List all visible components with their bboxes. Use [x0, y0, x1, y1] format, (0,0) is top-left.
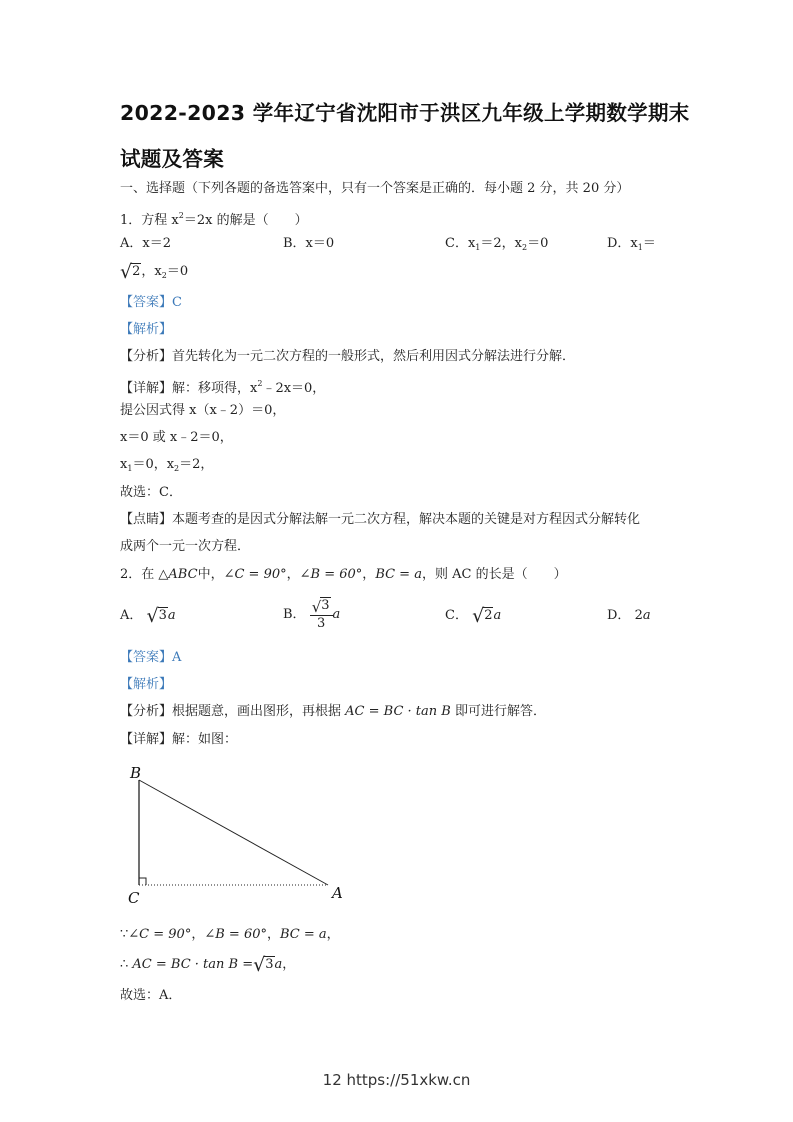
q1-stem-exponent: 2	[178, 211, 184, 220]
q1-stem-text: 1．方程 x	[120, 213, 179, 228]
q1-option-d-part2: ＝	[642, 236, 656, 251]
q2-stem-zhong: 中，	[197, 567, 224, 582]
q1-option-c	[445, 236, 548, 256]
q2-fenxi	[120, 704, 546, 720]
q2-because-b: ∠B = 60°	[204, 927, 267, 942]
page-footer: 12 https://51xkw.cn	[322, 1071, 471, 1089]
q2-answer: 【答案】A	[120, 650, 182, 665]
q2-stem-text: 2．在	[120, 567, 155, 582]
q2-because	[120, 927, 340, 943]
q1-option-d-part1: D．x	[607, 236, 638, 251]
q1-step3-part1: x	[120, 457, 128, 472]
q1-fenxi: 【分析】首先转化为一元二次方程的一般形式，然后利用因式分解法进行分解．	[120, 349, 576, 364]
q2-option-b-fraction	[310, 598, 333, 632]
sqrt-symbol: √2	[472, 605, 493, 627]
sqrt-symbol: √3	[146, 605, 167, 627]
q2-option-d-value: 2	[634, 608, 643, 623]
q2-triangle: △ABC	[158, 567, 198, 582]
q2-option-d-label: D．	[607, 608, 631, 623]
q1-option-c-sub1: 1	[475, 243, 481, 252]
fraction-denominator: 3	[316, 616, 326, 631]
section-heading: 一、选择题（下列各题的备选答案中，只有一个答案是正确的．每小题 2 分，共 20 分）	[120, 181, 630, 196]
q2-because-end: ，	[326, 927, 340, 942]
sqrt-radicand: 2	[132, 264, 141, 279]
q1-option-c-part3: ＝0	[527, 236, 549, 251]
q2-choose: 故选：A．	[120, 988, 182, 1003]
sqrt-radicand: 2	[484, 608, 493, 623]
q2-because-sep2: ，	[267, 927, 281, 942]
triangle-figure	[120, 760, 360, 910]
because-symbol: ∵	[120, 927, 129, 942]
q2-sep2: ，	[362, 567, 376, 582]
q1-option-c-part2: ＝2，x	[480, 236, 522, 251]
q2-fenxi-text-end: 即可进行解答．	[454, 704, 546, 719]
sqrt-symbol: √2	[120, 261, 141, 283]
q2-detail: 【详解】解：如图：	[120, 732, 238, 747]
vertex-label-c: C	[128, 889, 140, 907]
q2-option-b-label: B．	[283, 607, 306, 622]
q2-condition-bc: BC = a	[375, 567, 422, 582]
q2-therefore	[120, 954, 296, 976]
q1-option-d	[607, 236, 656, 256]
q1-choose: 故选：C．	[120, 485, 182, 500]
right-angle-mark	[139, 878, 146, 885]
q1-option-d-part4: ＝0	[166, 264, 189, 279]
q1-option-c-part1: C．x	[445, 236, 476, 251]
q2-stem-end: ，则 AC 的长是（ ）	[421, 567, 567, 582]
vertex-label-a: A	[332, 884, 343, 902]
q1-option-d-cont	[120, 261, 189, 284]
q1-step3-sub2: 2	[174, 464, 180, 473]
q2-option-d-var: a	[642, 608, 651, 623]
sqrt-radicand: 3	[158, 608, 167, 623]
page-title-line2: 试题及答案	[120, 147, 224, 171]
q1-detail-text-end: ﹣2x＝0，	[262, 381, 326, 396]
q2-therefore-end: ，	[282, 957, 296, 972]
q1-option-d-sub2: 2	[161, 271, 167, 280]
therefore-symbol: ∴	[120, 957, 129, 972]
q2-option-d	[607, 608, 651, 624]
q2-option-b	[283, 598, 340, 632]
q1-stem-text-end: ＝2x 的解是（ ）	[183, 213, 308, 228]
q1-detail	[120, 376, 325, 397]
q2-condition-b: ∠B = 60°	[299, 567, 363, 582]
page-title: 2022-2023 学年辽宁省沈阳市于洪区九年级上学期数学期末	[120, 101, 690, 125]
q2-because-c: ∠C = 90°	[128, 927, 192, 942]
vertex-label-b: B	[130, 764, 142, 782]
q1-option-a: A．x＝2	[120, 236, 171, 251]
q2-option-c	[445, 605, 502, 627]
q1-option-c-sub2: 2	[521, 243, 528, 252]
q2-stem	[120, 567, 567, 583]
q1-detail-exponent: 2	[257, 379, 263, 388]
side-ab	[139, 780, 328, 885]
q2-option-b-var: a	[332, 607, 341, 622]
q1-answer: 【答案】C	[120, 295, 182, 310]
q2-fenxi-text: 【分析】根据题意，画出图形，再根据	[120, 704, 342, 719]
q2-analysis-label: 【解析】	[120, 677, 173, 692]
q2-option-a-var: a	[167, 608, 176, 623]
q1-stem	[120, 208, 308, 229]
q2-option-a	[120, 605, 176, 627]
q1-step3	[120, 457, 213, 477]
sqrt-symbol: √3	[253, 954, 274, 976]
q2-therefore-formula: AC = BC · tan B =	[132, 957, 254, 972]
q1-step2: x＝0 或 x﹣2＝0，	[120, 430, 233, 445]
q2-therefore-var: a	[274, 957, 283, 972]
q1-option-d-sub1: 1	[637, 243, 643, 252]
q1-step3-part3: ＝2，	[179, 457, 214, 472]
sqrt-radicand: 3	[265, 957, 274, 972]
q2-sep1: ，	[286, 567, 300, 582]
q1-dianjing-line2: 成两个一元一次方程．	[120, 539, 251, 554]
q1-analysis-label: 【解析】	[120, 322, 173, 337]
q1-step1: 提公因式得 x（x﹣2）＝0，	[120, 403, 286, 418]
q1-step3-sub1: 1	[127, 464, 133, 473]
q2-because-bc: BC = a	[280, 927, 327, 942]
q2-condition-c: ∠C = 90°	[223, 567, 287, 582]
q1-dianjing-line1: 【点睛】本题考查的是因式分解法解一元二次方程，解决本题的关键是对方程因式分解转化	[120, 512, 641, 527]
q1-option-d-part3: ，x	[141, 264, 162, 279]
q1-step3-part2: ＝0，x	[132, 457, 175, 472]
q2-option-c-label: C．	[445, 608, 468, 623]
q2-because-sep1: ，	[191, 927, 205, 942]
q2-option-c-var: a	[493, 608, 502, 623]
sqrt-symbol: √3	[311, 598, 330, 616]
sqrt-radicand: 3	[321, 598, 330, 613]
q2-fenxi-formula: AC = BC · tan B	[345, 704, 451, 719]
q1-detail-text: 【详解】解：移项得，x	[120, 381, 258, 396]
q1-option-b: B．x＝0	[283, 236, 335, 251]
fraction-numerator	[310, 598, 333, 616]
q2-option-a-label: A．	[120, 608, 143, 623]
